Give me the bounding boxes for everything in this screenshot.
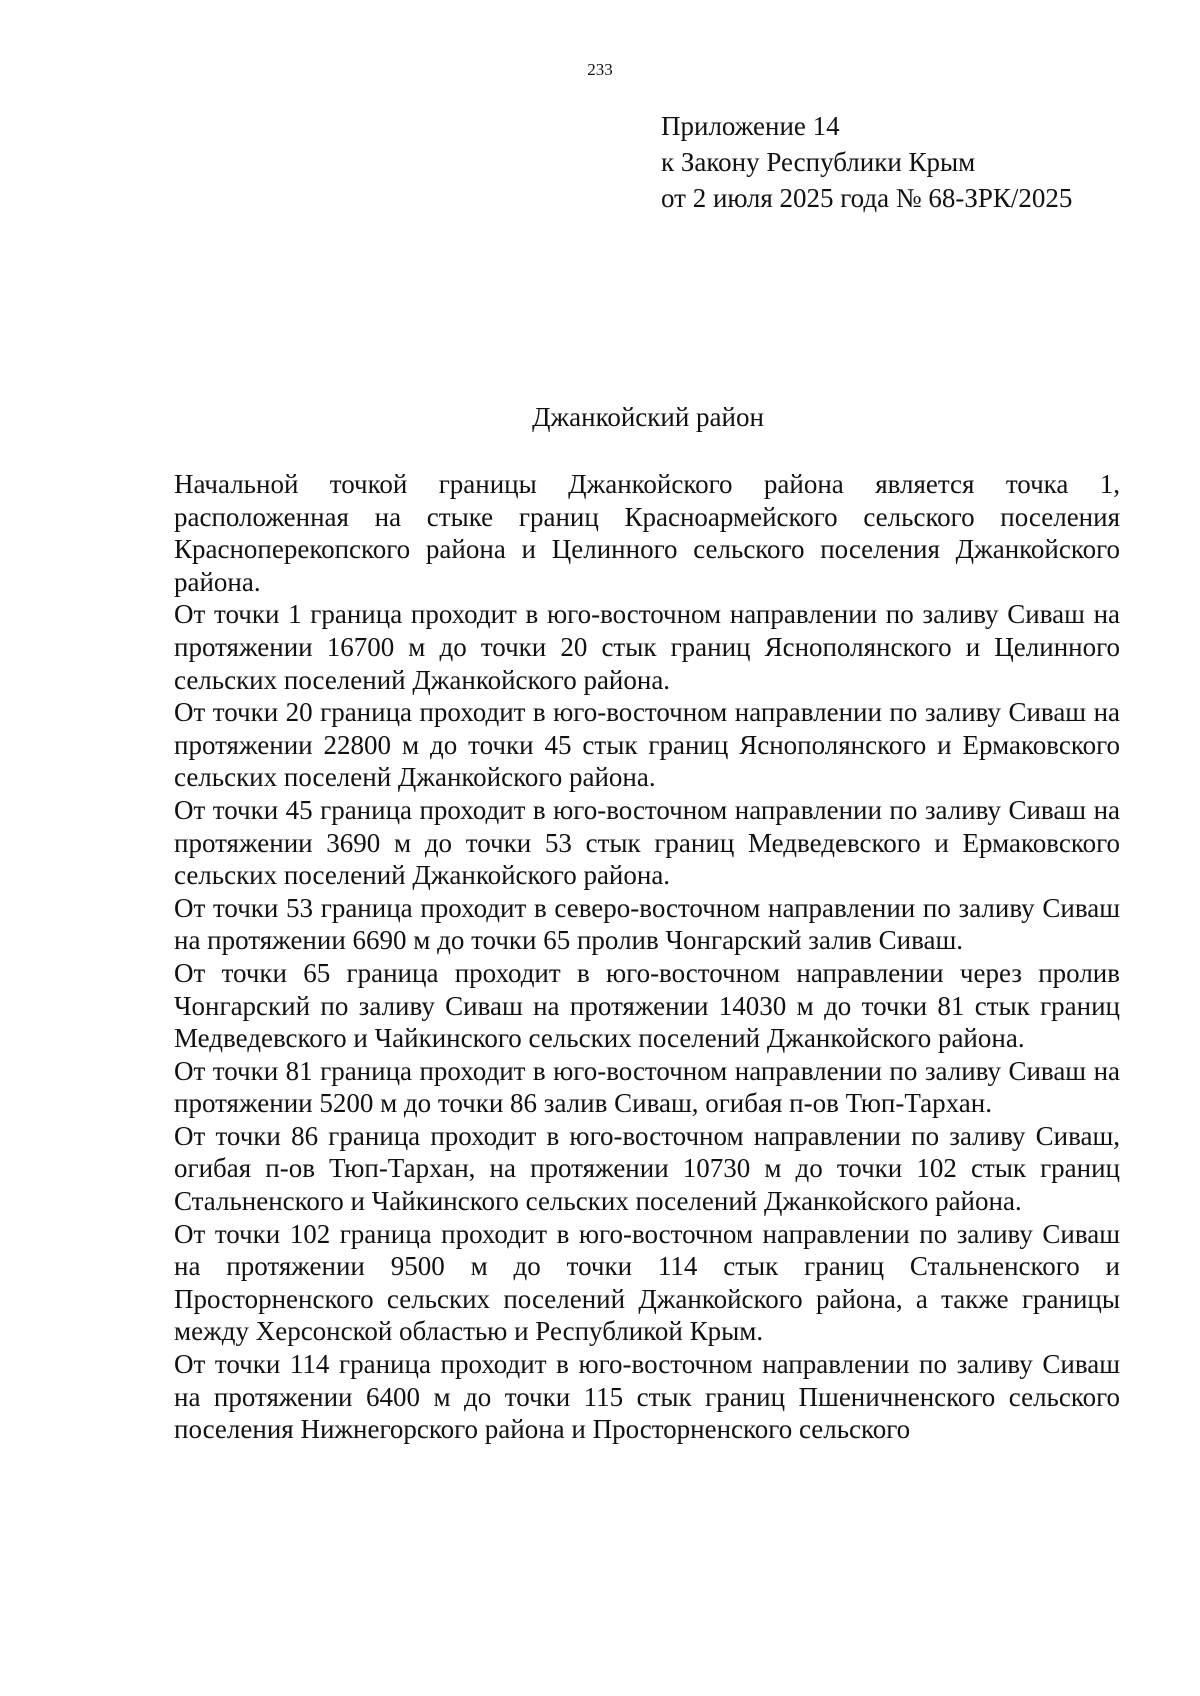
paragraph-point-1: От точки 1 граница проходит в юго-восточном направлении по заливу Сиваш на протяжении 16700 м до точки 20 стык границ Яснополянского и Целинного сельских поселений Джанкойского района.	[174, 599, 1120, 695]
paragraph-point-20: От точки 20 граница проходит в юго-восточном направлении по заливу Сиваш на протяжении 22800 м до точки 45 стык границ Яснополянского и Ермаковского сельских поселенй Джанкойского района.	[174, 697, 1120, 793]
paragraph-point-53: От точки 53 граница проходит в северо-восточном направлении по заливу Сиваш на протяжении 6690 м до точки 65 пролив Чонгарский залив Сиваш.	[174, 892, 1120, 956]
page-number: 233	[587, 60, 613, 79]
paragraph-point-81: От точки 81 граница проходит в юго-восточном направлении по заливу Сиваш на протяжении 5200 м до точки 86 залив Сиваш, огибая п-ов Тюп-Тархан.	[174, 1055, 1120, 1119]
appendix-law-reference: к Закону Республики Крым	[661, 147, 976, 177]
paragraph-point-86: От точки 86 граница проходит в юго-восточном направлении по заливу Сиваш, огибая п-ов Тюп-Тархан, на протяжении 10730 м до точки 102 стык границ Стальненского и Чайкинского сельских поселений Джанкойского района.	[174, 1120, 1120, 1217]
paragraph-point-45: От точки 45 граница проходит в юго-восточном направлении по заливу Сиваш на протяжении 3690 м до точки 53 стык границ Медведевского и Ермаковского сельских поселений Джанкойского района.	[174, 794, 1120, 891]
paragraph-point-65: От точки 65 граница проходит в юго-восточном направлении через пролив Чонгарский по заливу Сиваш на протяжении 14030 м до точки 81 стык границ Медведевского и Чайкинского сельских поселений Джанкойского района.	[174, 957, 1120, 1054]
appendix-law-date: от 2 июля 2025 года № 68-ЗРК/2025	[661, 183, 1073, 213]
paragraph-point-102: От точки 102 граница проходит в юго-восточном направлении по заливу Сиваш на протяжении 9500 м до точки 114 стык границ Стальненского и Просторненского сельских поселений Джанкойского района, а также границы между Херсонской областью и Республикой Крым.	[174, 1218, 1120, 1347]
paragraph-start-point: Начальной точкой границы Джанкойского района является точка 1, расположенная на стыке границ Красноармейского сельского поселения Красноперекопского района и Целинного сельского поселения Джанкойского района.	[174, 469, 1120, 597]
appendix-header	[661, 108, 1072, 216]
appendix-number: Приложение 14	[661, 111, 840, 141]
document-body	[174, 468, 1120, 1446]
section-title: Джанкойский район	[532, 402, 764, 432]
paragraph-point-114: От точки 114 граница проходит в юго-восточном направлении по заливу Сиваш на протяжении 6400 м до точки 115 стык границ Пшеничненского сельского поселения Нижнегорского района и Просторненского сельского	[174, 1349, 1120, 1445]
